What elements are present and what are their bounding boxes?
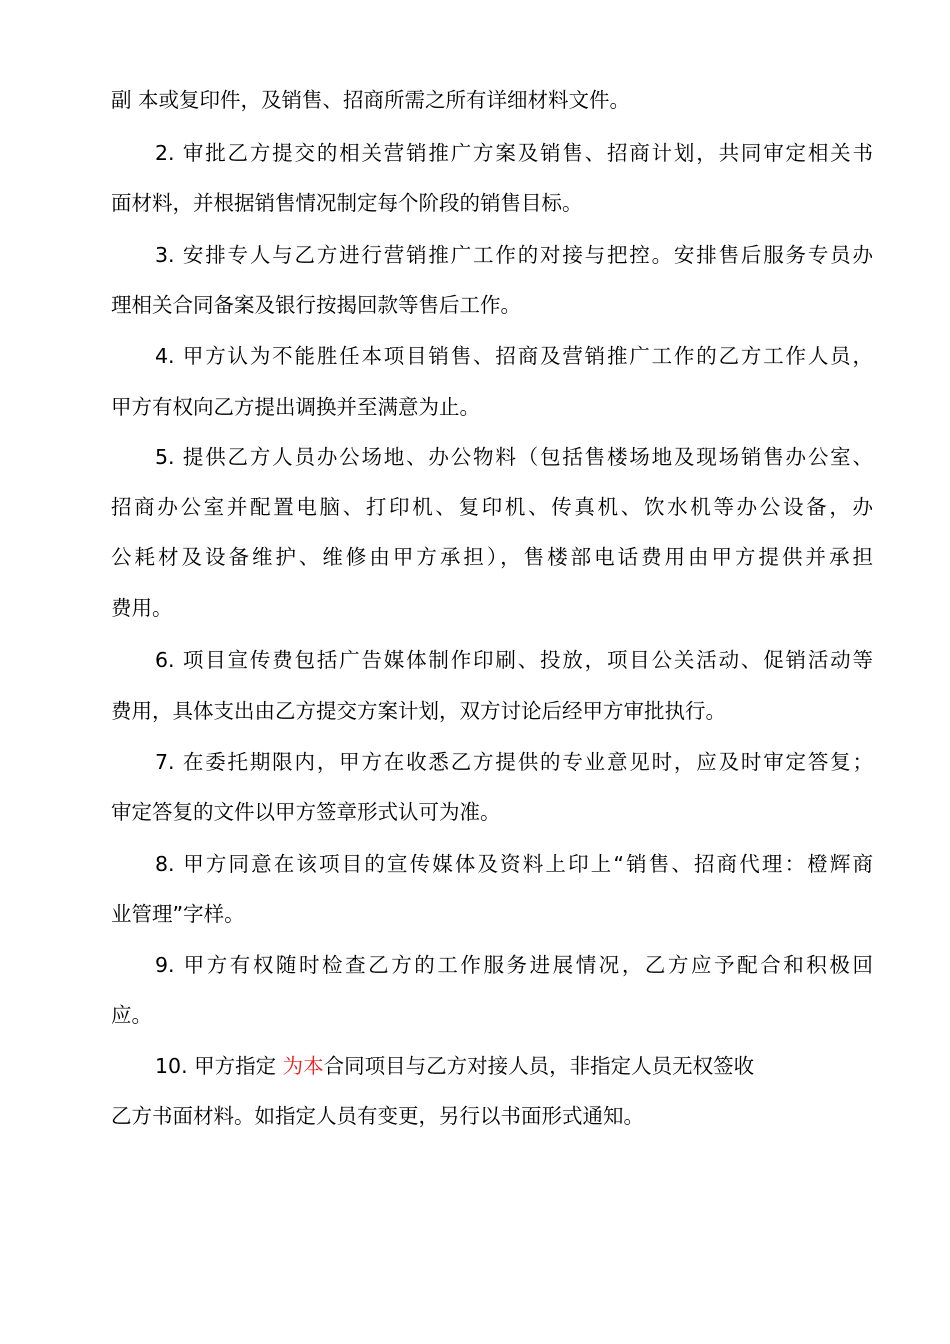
paragraph-line: 费用。 — [111, 596, 173, 620]
paragraph-line: 理相关合同备案及银行按揭回款等售后工作。 — [111, 293, 521, 317]
paragraph-line: 费用，具体支出由乙方提交方案计划，双方讨论后经甲方审批执行。 — [111, 699, 726, 723]
item-10-line — [155, 1052, 873, 1080]
paragraph-line: 公耗材及设备维护、维修由甲方承担），售楼部电话费用由甲方提供并承担 — [111, 545, 873, 569]
paragraph-line: 审定答复的文件以甲方签章形式认可为准。 — [111, 800, 501, 824]
paragraph-line: 6. 项目宣传费包括广告媒体制作印刷、投放，项目公关活动、促销活动等 — [155, 648, 873, 672]
paragraph-line: 面材料，并根据销售情况制定每个阶段的销售目标。 — [111, 191, 583, 215]
paragraph-line: 应。 — [111, 1003, 152, 1027]
paragraph-line: 8. 甲方同意在该项目的宣传媒体及资料上印上“销售、招商代理：橙辉商 — [155, 852, 873, 876]
paragraph-line: 3. 安排专人与乙方进行营销推广工作的对接与把控。安排售后服务专员办 — [155, 243, 873, 267]
paragraph-line: 招商办公室并配置电脑、打印机、复印机、传真机、饮水机等办公设备，办 — [111, 495, 873, 519]
paragraph-line: 4. 甲方认为不能胜任本项目销售、招商及营销推广工作的乙方工作人员， — [155, 344, 873, 368]
highlighted-text: 为本 — [282, 1054, 324, 1078]
paragraph-line: 9. 甲方有权随时检查乙方的工作服务进展情况，乙方应予配合和积极回 — [155, 953, 873, 977]
paragraph-line: 2. 审批乙方提交的相关营销推广方案及销售、招商计划，共同审定相关书 — [155, 141, 873, 165]
paragraph-line: 5. 提供乙方人员办公场地、办公物料（包括售楼场地及现场销售办公室、 — [155, 445, 873, 469]
paragraph-line: 甲方有权向乙方提出调换并至满意为止。 — [111, 395, 480, 419]
paragraph-line: 7. 在委托期限内，甲方在收悉乙方提供的专业意见时，应及时审定答复； — [155, 750, 873, 774]
paragraph-line: 副 本或复印件，及销售、招商所需之所有详细材料文件。 — [111, 88, 631, 112]
paragraph-line: 业管理”字样。 — [111, 902, 245, 926]
item-10-prefix: 10. 甲方指定 — [155, 1054, 283, 1078]
item-10-suffix: 合同项目与乙方对接人员，非指定人员无权签收 — [323, 1054, 755, 1078]
paragraph-line: 乙方书面材料。如指定人员有变更，另行以书面形式通知。 — [111, 1104, 644, 1128]
